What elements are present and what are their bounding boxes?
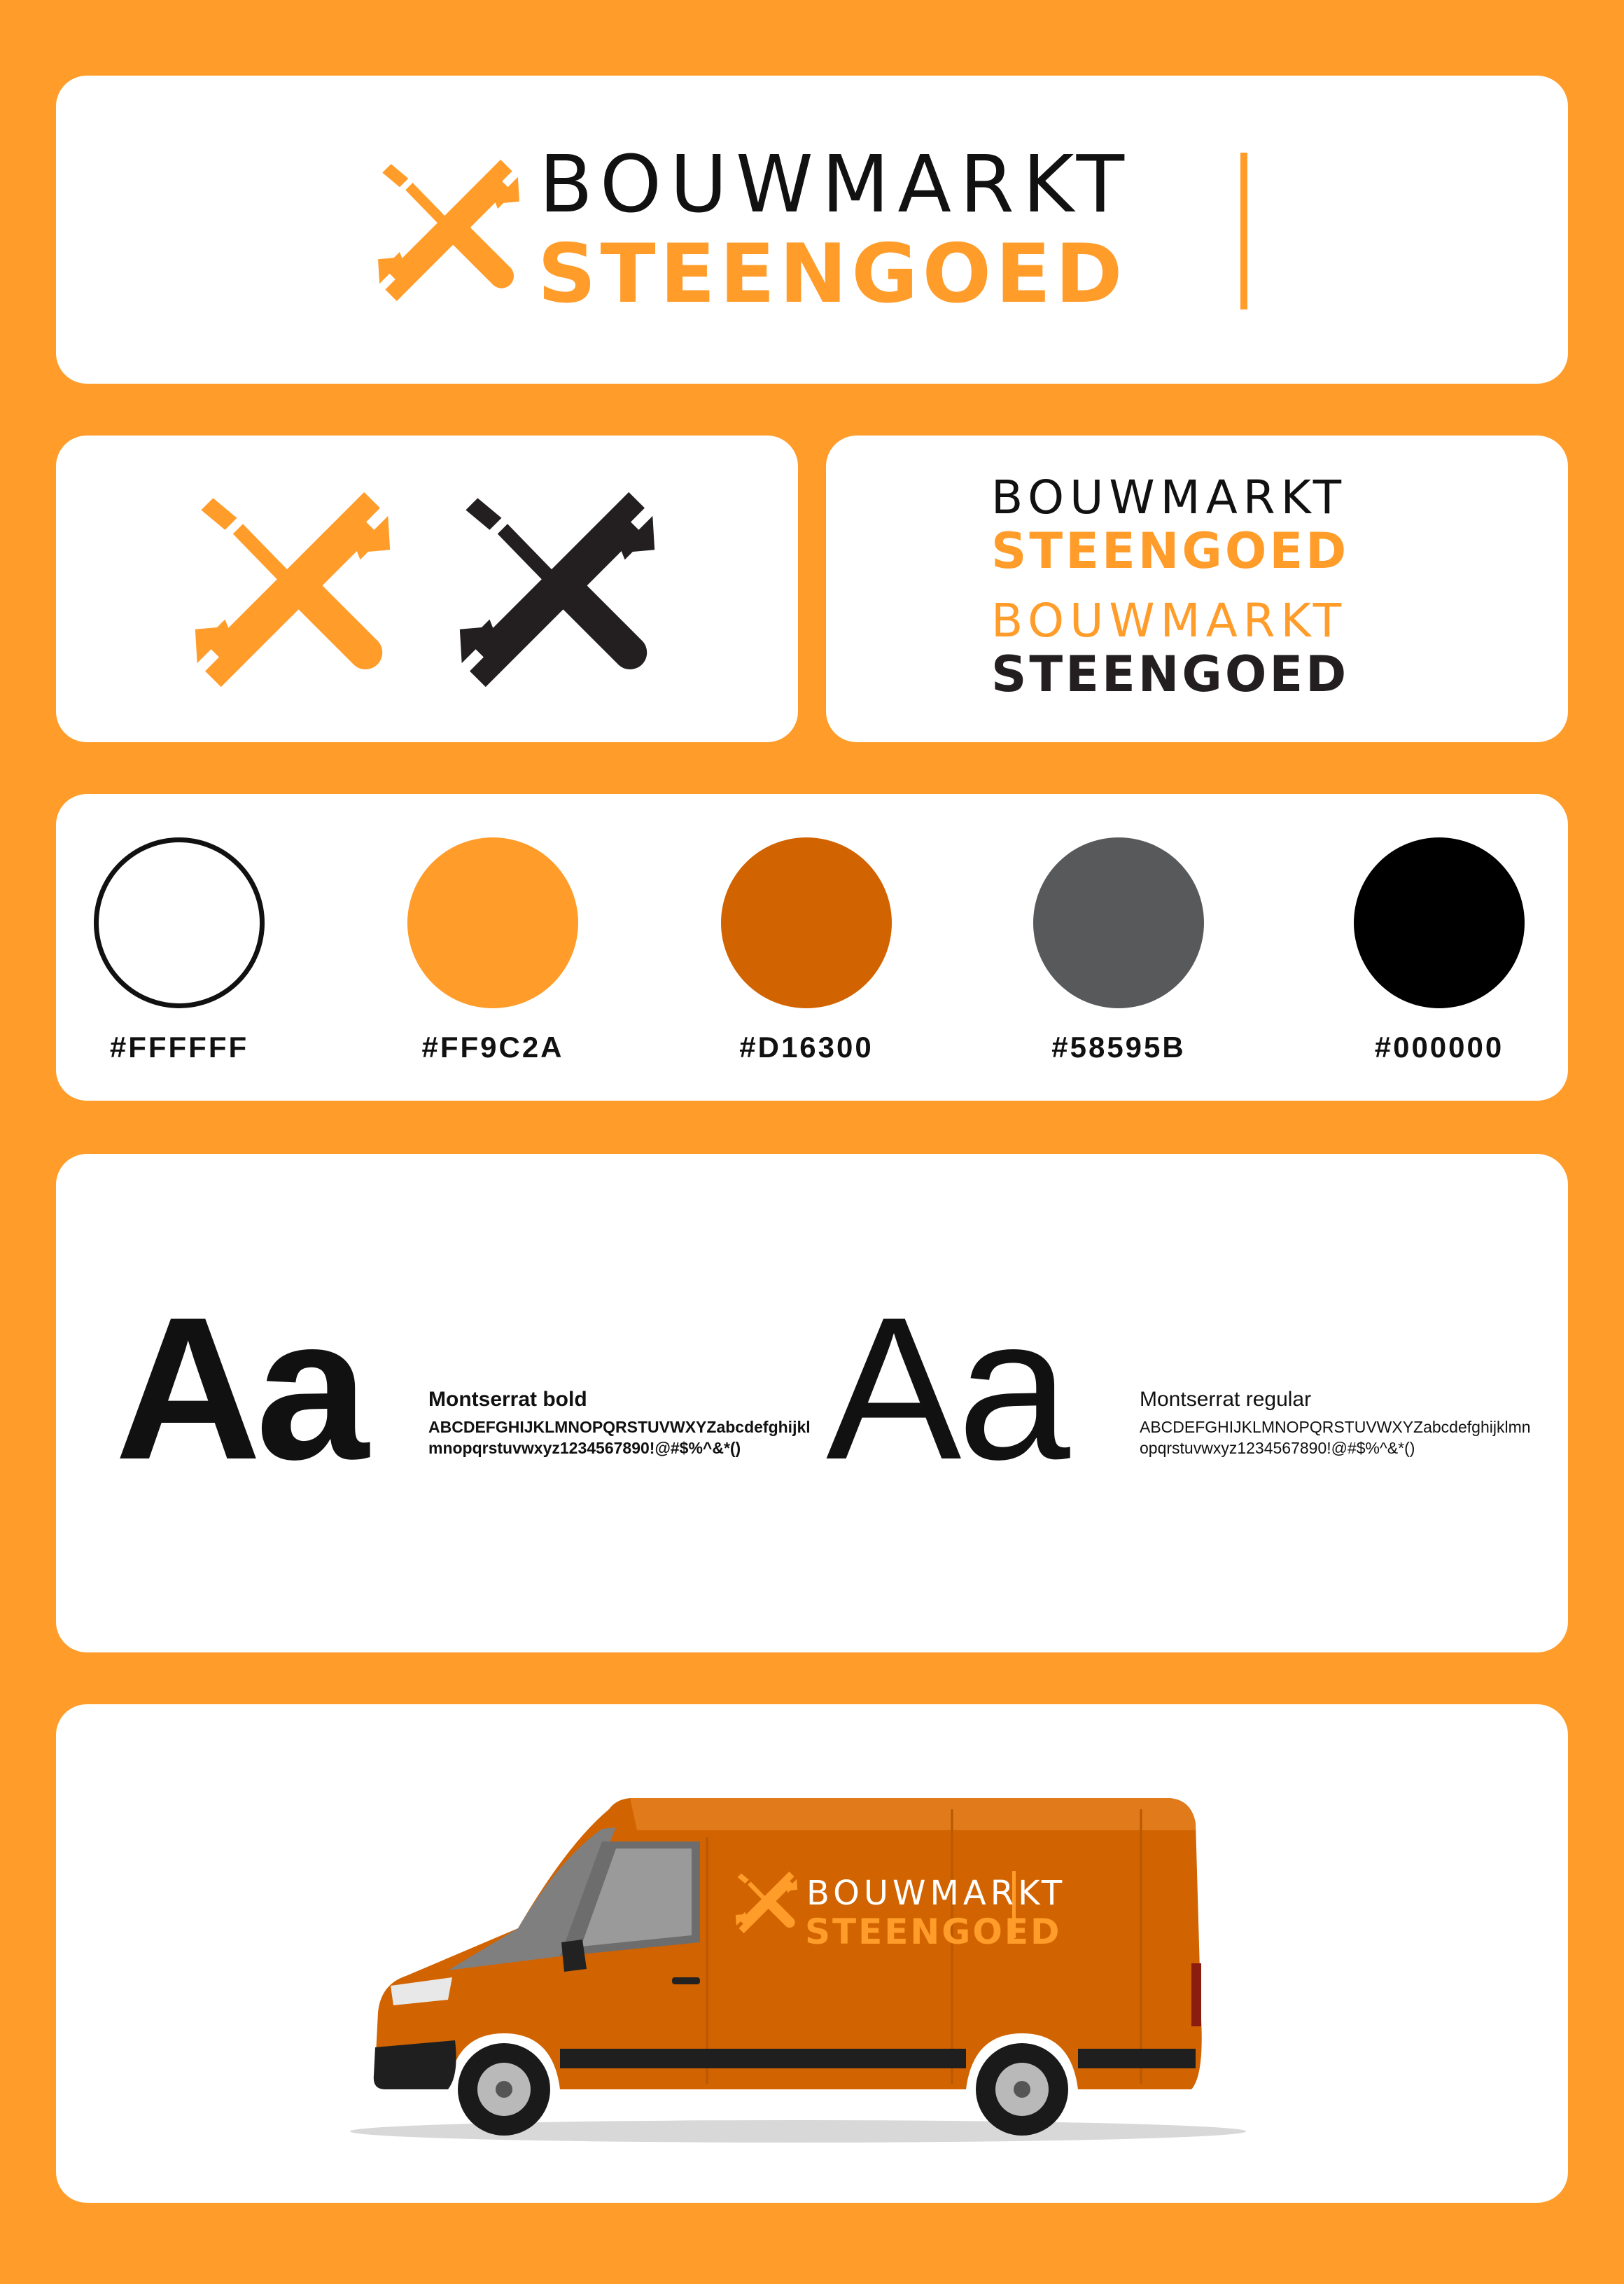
bold-sample: Aa xyxy=(115,1275,363,1502)
regular-sample: Aa xyxy=(826,1275,1066,1502)
logo-divider xyxy=(1240,153,1247,309)
van-decal-line2: STEENGOED xyxy=(805,1912,1062,1952)
bold-glyphs: ABCDEFGHIJKLMNOPQRSTUVWXYZabcdefghijklmnopqrstuvwxyz1234567890!@#$%^&*() xyxy=(428,1418,811,1457)
wordmark-2-line2: STEENGOED xyxy=(991,646,1350,703)
swatch-dark-orange-label: #D16300 xyxy=(739,1031,874,1064)
van-illustration xyxy=(308,1781,1274,2145)
wordmark-2-line1: BOUWMARKT xyxy=(991,594,1348,648)
wordmark-1-line2: STEENGOED xyxy=(991,522,1350,580)
regular-font-name: Montserrat regular xyxy=(1140,1388,1312,1411)
swatch-white xyxy=(94,837,265,1008)
wordmark-1-line1: BOUWMARKT xyxy=(991,471,1348,524)
swatch-orange xyxy=(407,837,578,1008)
regular-glyphs: ABCDEFGHIJKLMNOPQRSTUVWXYZabcdefghijklmnopqrstuvwxyz1234567890!@#$%^&*() xyxy=(1140,1418,1531,1457)
bold-font-name: Montserrat bold xyxy=(428,1388,587,1411)
swatch-white-label: #FFFFFF xyxy=(109,1031,249,1064)
swatch-orange-label: #FF9C2A xyxy=(421,1031,564,1064)
swatch-black-label: #000000 xyxy=(1374,1031,1504,1064)
typography-panel xyxy=(56,1154,1568,1652)
wordmark-panel xyxy=(826,436,1568,742)
brand-line2: STEENGOED xyxy=(538,227,1127,321)
color-palette-panel xyxy=(56,794,1568,1101)
swatch-black xyxy=(1354,837,1525,1008)
swatch-gray-label: #58595B xyxy=(1051,1031,1186,1064)
swatch-dark-orange xyxy=(721,837,892,1008)
black-tools-icon xyxy=(458,490,657,689)
van-mockup-panel xyxy=(56,1704,1568,2203)
icon-variants-panel xyxy=(56,436,798,742)
van-decal-line1: BOUWMARKT xyxy=(806,1874,1067,1913)
swatch-gray xyxy=(1033,837,1204,1008)
tools-logo-icon xyxy=(377,158,521,302)
logo-panel xyxy=(56,76,1568,384)
brand-line1: BOUWMARKT xyxy=(539,139,1133,230)
orange-tools-icon xyxy=(193,490,392,689)
